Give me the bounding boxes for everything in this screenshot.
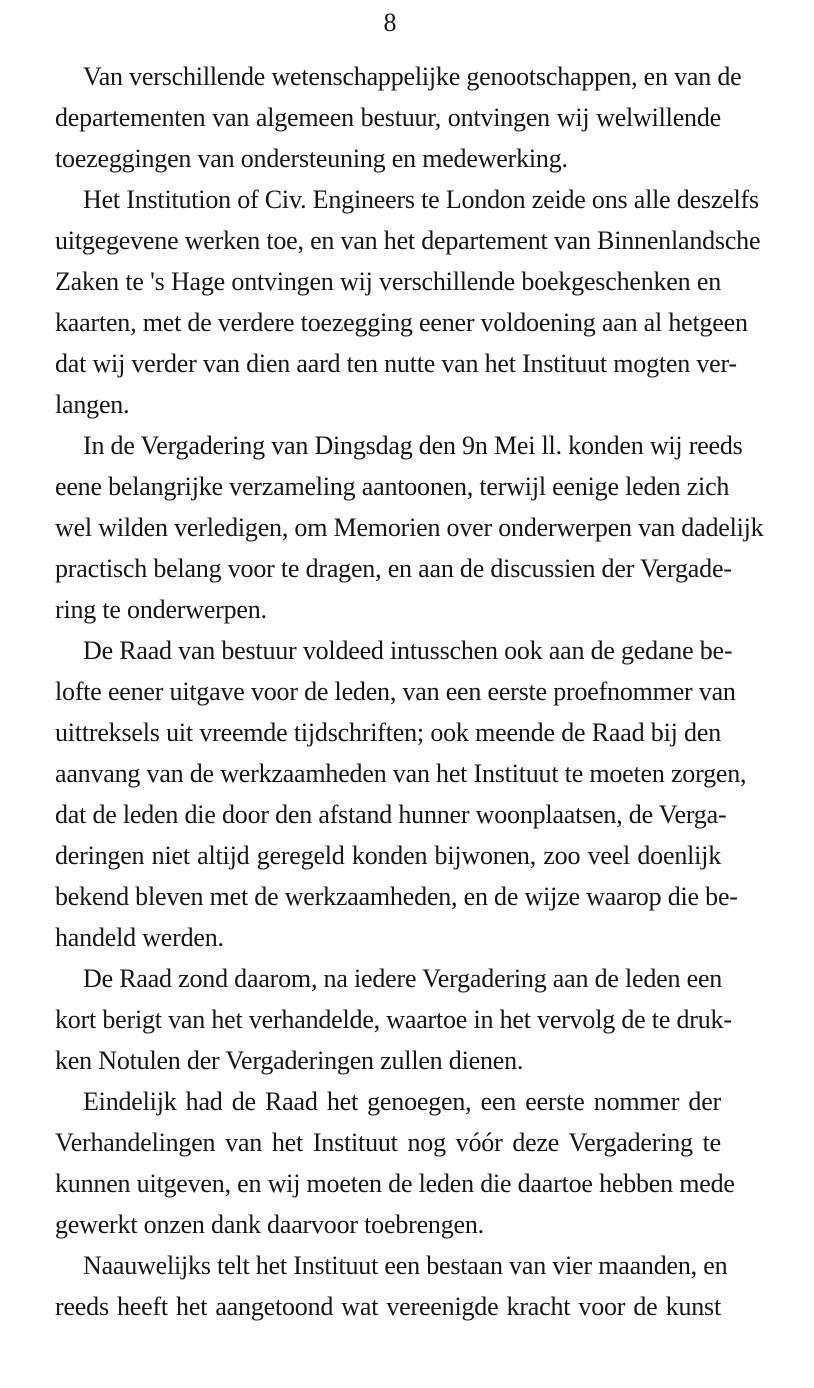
text-line: aanvang van de werkzaamheden van het Instituut te moeten zorgen,: [55, 759, 747, 788]
text-line: bekend bleven met de werkzaamheden, en de wijze waarop die be-: [55, 882, 738, 911]
text-line: handeld werden.: [55, 923, 224, 952]
text-line: kaarten, met de verdere toezegging eener voldoening aan al hetgeen: [55, 308, 748, 337]
text-line: ken Notulen der Vergaderingen zullen dienen.: [55, 1046, 524, 1075]
text-line: kunnen uitgeven, en wij moeten de leden die daartoe hebben mede: [55, 1169, 735, 1198]
text-line: lofte eener uitgave voor de leden, van een eerste proefnommer van: [55, 677, 736, 706]
text-line: deringen niet altijd geregeld konden bijwonen, zoo veel doenlijk: [55, 841, 721, 870]
text-line: departementen van algemeen bestuur, ontvingen wij welwillende: [55, 103, 721, 132]
text-line: Naauwelijks telt het Instituut een bestaan van vier maanden, en: [83, 1251, 728, 1280]
text-line: practisch belang voor te dragen, en aan de discussien der Vergade-: [55, 554, 732, 583]
text-line: De Raad van bestuur voldeed intusschen ook aan de gedane be-: [83, 636, 733, 665]
text-line: langen.: [55, 390, 130, 419]
text-line: toezeggingen van ondersteuning en medewerking.: [55, 144, 568, 173]
text-line: Zaken te 's Hage ontvingen wij verschillende boekgeschenken en: [55, 267, 721, 296]
body-text: [55, 56, 764, 1327]
text-line: dat de leden die door den afstand hunner woonplaatsen, de Verga-: [55, 800, 727, 829]
text-line: In de Vergadering van Dingsdag den 9n Mei ll. konden wij reeds: [83, 431, 743, 460]
text-line: De Raad zond daarom, na iedere Vergadering aan de leden een: [83, 964, 723, 993]
text-line: uittreksels uit vreemde tijdschriften; ook meende de Raad bij den: [55, 718, 721, 747]
text-line: Eindelijk had de Raad het genoegen, een eerste nommer der: [83, 1087, 721, 1116]
text-line: Van verschillende wetenschappelijke genootschappen, en van de: [83, 62, 742, 91]
text-line: gewerkt onzen dank daarvoor toebrengen.: [55, 1210, 484, 1239]
text-line: eene belangrijke verzameling aantoonen, terwijl eenige leden zich: [55, 472, 730, 501]
text-line: reeds heeft het aangetoond wat vereenigde kracht voor de kunst: [55, 1292, 721, 1321]
text-line: uitgegevene werken toe, en van het departement van Binnenlandsche: [55, 226, 761, 255]
text-line: wel wilden verledigen, om Memorien over onderwerpen van dadelijk: [55, 513, 764, 542]
text-line: ring te onderwerpen.: [55, 595, 267, 624]
text-line: kort berigt van het verhandelde, waartoe in het vervolg de te druk-: [55, 1005, 732, 1034]
text-line: dat wij verder van dien aard ten nutte van het Instituut mogten ver-: [55, 349, 737, 378]
text-line: Verhandelingen van het Instituut nog vóór deze Vergadering te: [55, 1128, 721, 1157]
text-line: Het Institution of Civ. Engineers te London zeide ons alle deszelfs: [83, 185, 759, 214]
page-number: 8: [383, 8, 397, 37]
